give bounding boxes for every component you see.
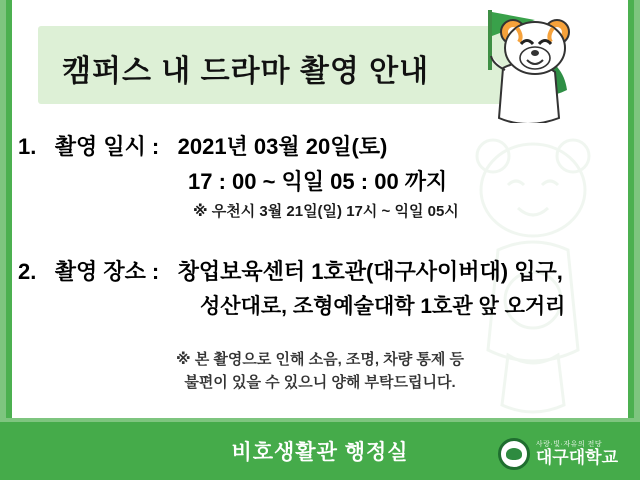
footer-office: 비호생활관 행정실: [231, 441, 409, 464]
page-title: 캠퍼스 내 드라마 촬영 안내: [62, 55, 430, 88]
bottom-note-line1: ※ 본 촬영으로 인해 소음, 조명, 차량 통제 등: [175, 351, 465, 368]
university-slogan: 사랑·빛·자유의 전당: [535, 441, 603, 449]
right-green-bar-highlight: [634, 0, 640, 480]
item-1-note: ※ 우천시 3월 21일(일) 17시 ~ 익일 05시: [193, 203, 459, 220]
bottom-note-line2: 불편이 있을 수 있으니 양해 부탁드립니다.: [184, 374, 456, 392]
bottom-note: [18, 348, 622, 395]
left-green-bar: [0, 0, 12, 480]
tiger-mascot-icon: [465, 8, 585, 123]
item-2-value: 창업보육센터 1호관(대구사이버대) 입구,: [177, 259, 563, 284]
left-green-bar-highlight: [0, 0, 6, 480]
item-1-value-line2: 17 : 00 ~ 익일 05 : 00 까지: [188, 169, 448, 194]
university-logo: [498, 438, 618, 470]
content-spacer: [18, 221, 622, 255]
item-1-number: 1.: [18, 134, 37, 159]
item-2-label: 촬영 장소 :: [54, 259, 160, 284]
item-1-heading: [18, 130, 622, 161]
item-1-label: 촬영 일시 :: [54, 134, 160, 159]
item-2-heading: [18, 255, 622, 286]
right-green-bar: [628, 0, 640, 480]
item-2-value-line2: 성산대로, 조형예술대학 1호관 앞 오거리: [200, 295, 566, 318]
university-emblem-icon: [498, 438, 530, 470]
item-1-value: 2021년 03월 20일(토): [177, 134, 388, 159]
university-names: [536, 441, 618, 466]
item-2-number: 2.: [18, 259, 37, 284]
poster-body: [18, 130, 622, 392]
university-name: 대구대학교: [535, 447, 618, 467]
